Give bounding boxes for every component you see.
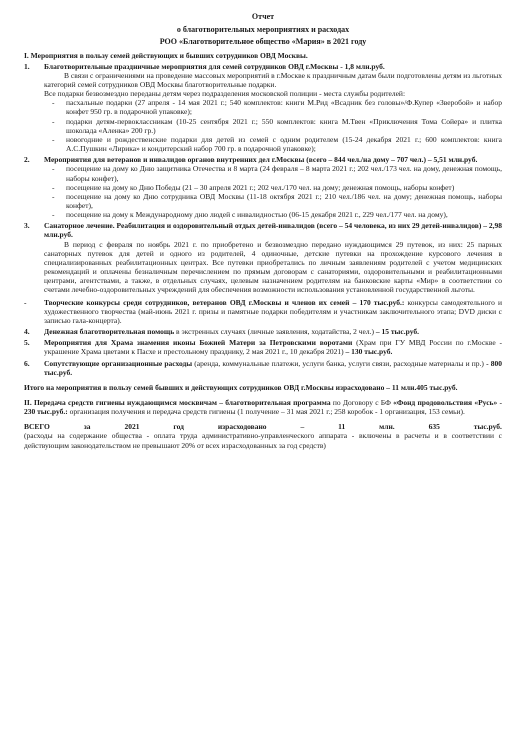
item-5-title: Мероприятия для Храма знамения иконы Божией Матери за Петровскими воротами [44, 338, 353, 348]
item-contests-description: конкурсы самодеятельного и художественного творчества (май-июнь 2021 г. призы и памятные подарки победителям и участникам заключительного этапа; DVD диски с записью гала-концерта). [44, 297, 502, 325]
item-6-description: (аренда, коммунальные платежи, услуги банка, услуги связи, расходные материалы и пр.) [192, 358, 487, 368]
item-5 [24, 338, 502, 356]
item-4 [24, 327, 502, 336]
item-1-title: Благотворительные праздничные мероприятия для семей сотрудников ОВД г.Москвы - 1,8 млн.руб. [44, 61, 385, 71]
section-1-total: Итого на мероприятия в пользу семей бывших и действующих сотрудников ОВД г.Москвы израсходовано – 11 млн.405 тыс.руб. [24, 382, 458, 392]
grand-total-note: (расходы на содержание общества - оплата труда административно-управленческого аппарата - включены в расчеты и в соответствии с действующим законодательством не превышают 20% от всех израсходованных за год средств) [24, 431, 502, 450]
grand-total-word: ВСЕГО [24, 422, 50, 432]
grand-total-word: млн. [379, 422, 395, 432]
item-contests-title: Творческие конкурсы среди сотрудников, ветеранов ОВД г.Москвы и членов их семей – 170 тыс.руб.: [44, 297, 405, 307]
item-contests-marker: - [24, 297, 27, 307]
grand-total-word: 2021 [124, 422, 140, 432]
item-contests-text [36, 298, 502, 325]
item-1-paragraph-1: В связи с ограничениями на проведение массовых мероприятий в г.Москве к праздничным датам были подготовлены детям из льготных категорий семей сотрудников ОВД Москвы благотворительные подарки. [44, 70, 502, 89]
grand-total-word: 635 [428, 422, 440, 432]
grand-total-word: год [173, 422, 184, 432]
grand-total-word: – [300, 422, 305, 432]
section-2-fund: «Фонд продовольствия «Русь» - 230 тыс.руб.: [24, 397, 502, 417]
section-2-mid: по Договору с БФ [330, 397, 394, 407]
list-item: - посещение на дому к Международному дню людей с инвалидностью (06-15 декабря 2021 г., 229 чел./177 чел. на дому), [66, 210, 502, 219]
section-2-description: организация получения и передача средств гигиены (1 получение – 31 мая 2021 г.; 258 коробок - 1 организация, 153 семьи). [67, 407, 465, 417]
grand-total-word: тыс.руб. [473, 422, 502, 432]
section-2-lead: II. Передача средств гигиены нуждающимся москвичам – благотворительная программа [24, 397, 331, 407]
item-5-text [36, 338, 502, 356]
item-1 [24, 62, 502, 71]
section-1-heading: I. Мероприятия в пользу семей действующих и бывших сотрудников ОВД Москвы. [24, 50, 308, 60]
grand-total-line [24, 422, 502, 431]
item-3 [24, 221, 502, 239]
list-item: - посещение на дому ко Дню сотрудника ОВД Москвы (11-18 октября 2021 г.; 210 чел./186 чел. на дому; денежная помощь, наборы конфет), [66, 192, 502, 210]
report-subtitle: о благотворительных мероприятиях и расходах [176, 24, 350, 34]
item-3-number: 3. [24, 221, 30, 231]
grand-total-word: за [83, 422, 91, 432]
item-5-amount: – 130 тыс.руб. [345, 347, 393, 357]
list-item: - посещение на дому ко Дню Победы (21 – 30 апреля 2021 г.; 202 чел./170 чел. на дому; денежная помощь, наборы конфет) [66, 183, 502, 192]
item-6-text [36, 359, 502, 377]
item-4-title: Денежная благотворительная помощь [44, 327, 175, 337]
item-1-paragraph-2: Все подарки безвозмездно переданы детям через подразделения московской полиции - места службы родителей: [44, 89, 406, 99]
list-item: - посещение на дому ко Дню защитника Отечества и 8 марта (24 февраля – 8 марта 2021 г.; 202 чел./173 чел. на дому, денежная помощь, наборы конфет), [66, 164, 502, 182]
item-6 [24, 359, 502, 377]
item-2-title: Мероприятия для ветеранов и инвалидов органов внутренних дел г.Москвы (всего – 844 чел./на дому – 707 чел.) – 5,51 млн.руб. [44, 155, 478, 165]
item-4-number: 4. [24, 327, 30, 337]
grand-total-word: израсходовано [217, 422, 267, 432]
section-2 [24, 398, 502, 416]
item-5-description: (Храм при ГУ МВД России по г.Москве - украшение Храма цветами к Пасхе и престольному празднику, 2 мая 2021 г., 10 декабря 2021) [44, 338, 503, 357]
list-item: - новогодние и рождественские подарки для детей из семей с одним родителем (15-24 декабря 2021 г.; 600 комплектов: книга А.С.Пушкин «Лирика» и кондитерский набор 700 гр. в подарочной упаковке); [66, 135, 502, 153]
item-2-number: 2. [24, 155, 30, 165]
item-4-text [36, 327, 502, 336]
item-6-number: 6. [24, 358, 30, 368]
grand-total [24, 422, 502, 449]
report-title: Отчет [251, 12, 275, 21]
list-item: - подарки детям-первоклассникам (10-25 сентября 2021 г.; 550 комплектов: книга М.Твен «Приключения Тома Сойера» и плитка шоколада «Аленка» 200 гр.) [66, 117, 502, 135]
item-contests [24, 298, 502, 325]
report-organization: РОО «Благотворительное общество «Мария» в 2021 году [159, 37, 367, 46]
item-2-list [24, 164, 502, 219]
item-4-description: в экстренных случаях (личные заявления, ходатайства, 2 чел.) [174, 327, 376, 337]
list-item: - пасхальные подарки (27 апреля - 14 мая 2021 г.; 540 комплектов: книги М.Рид «Всадник без головы»/Ф.Купер «Зверобой» и набор конфет 950 гр. в подарочной упаковке); [66, 98, 502, 116]
item-2 [24, 155, 502, 164]
item-1-number: 1. [24, 61, 30, 71]
item-1-list [24, 98, 502, 153]
item-3-title: Санаторное лечение. Реабилитация и оздоровительный отдых детей-инвалидов (всего – 54 человека, из них 29 детей-инвалидов) – 2,98 млн.руб. [44, 221, 502, 240]
item-6-title: Сопутствующие организационные расходы [44, 358, 193, 368]
item-6-amount: - 800 тыс.руб. [44, 358, 503, 377]
grand-total-word: 11 [338, 422, 346, 432]
item-4-amount: – 15 тыс.руб. [375, 327, 419, 337]
item-3-paragraph: В период с февраля по ноябрь 2021 г. по приобретено и безвозмездно передано нуждающимся 29 путевок, из них: 25 парных санаторных путевок для детей и одного из родителей, 4 одиночные, детские путевки на прохождение курсового лечения в специализированных реабилитационных центрах. Все путевки приобретались по личным заявлениям родителей с учетом медицинских рекомендаций и оплачены безналичным перечислением по прямым договорам с санаториями, оздоровительными и реабилитационными центрами, агентствами, а также, в отдельных случаях, целевым назначением родителям на банковские карты «Мир» в соответствии со счетами лечебно-оздоровительных учреждений для обеспечения возможности использования установленной государственной льготы. [44, 239, 502, 295]
item-5-number: 5. [24, 338, 30, 348]
report-header [24, 12, 502, 48]
